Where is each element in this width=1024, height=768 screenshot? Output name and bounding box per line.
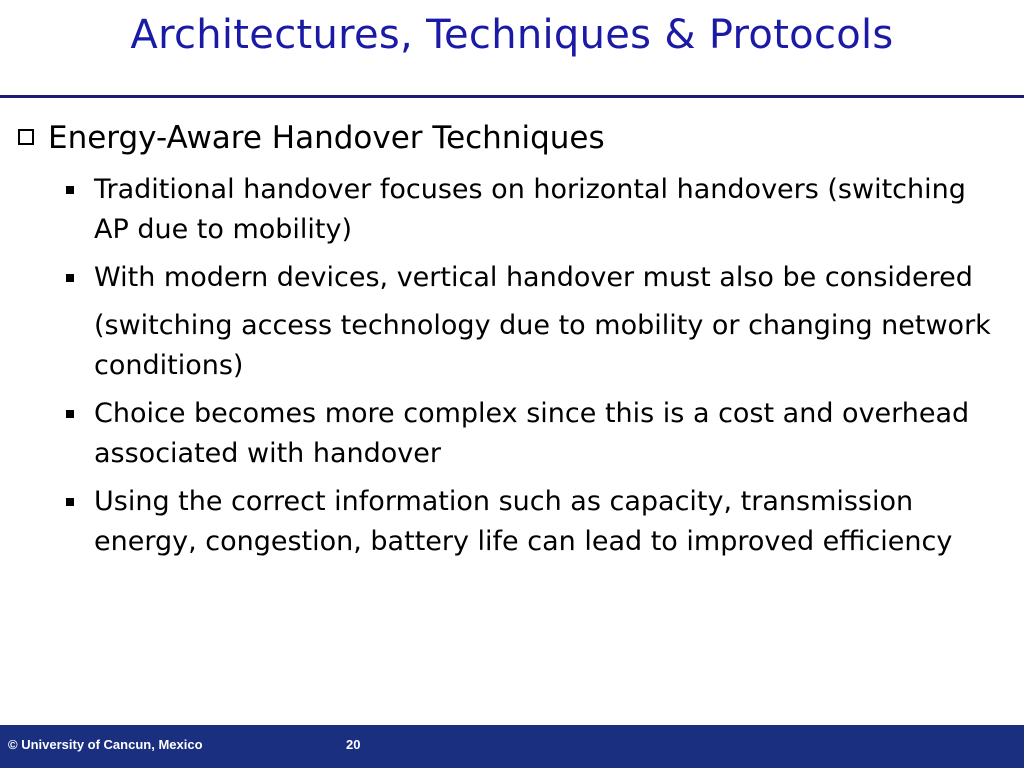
section-heading-text: Energy-Aware Handover Techniques <box>48 120 605 156</box>
page-number: 20 <box>346 737 361 752</box>
slide-title: Architectures, Techniques & Protocols <box>130 12 894 58</box>
square-bullet-icon <box>66 186 74 194</box>
square-bullet-icon <box>66 498 74 506</box>
title-divider <box>0 95 1024 98</box>
list-item <box>18 170 1008 250</box>
footer-bar <box>0 725 1024 768</box>
slide-content <box>18 118 1008 570</box>
bullet-list <box>18 170 1008 562</box>
list-item <box>18 258 1008 298</box>
list-item-continuation <box>18 306 1008 386</box>
section-heading <box>18 118 1008 158</box>
bullet-text: Using the correct information such as capacity, transmission energy, congestion, battery life can lead to improved efficiency <box>94 486 953 557</box>
list-item <box>18 482 1008 562</box>
square-bullet-icon <box>66 274 74 282</box>
bullet-text: Choice becomes more complex since this is a cost and overhead associated with handover <box>94 398 970 469</box>
footer-copyright: © University of Cancun, Mexico <box>8 737 203 752</box>
list-item <box>18 394 1008 474</box>
bullet-text: Traditional handover focuses on horizontal handovers (switching AP due to mobility) <box>94 174 966 245</box>
bullet-text: (switching access technology due to mobility or changing network conditions) <box>94 310 991 381</box>
checkbox-icon <box>18 129 34 145</box>
bullet-text: With modern devices, vertical handover must also be considered <box>94 262 973 293</box>
square-bullet-icon <box>66 410 74 418</box>
